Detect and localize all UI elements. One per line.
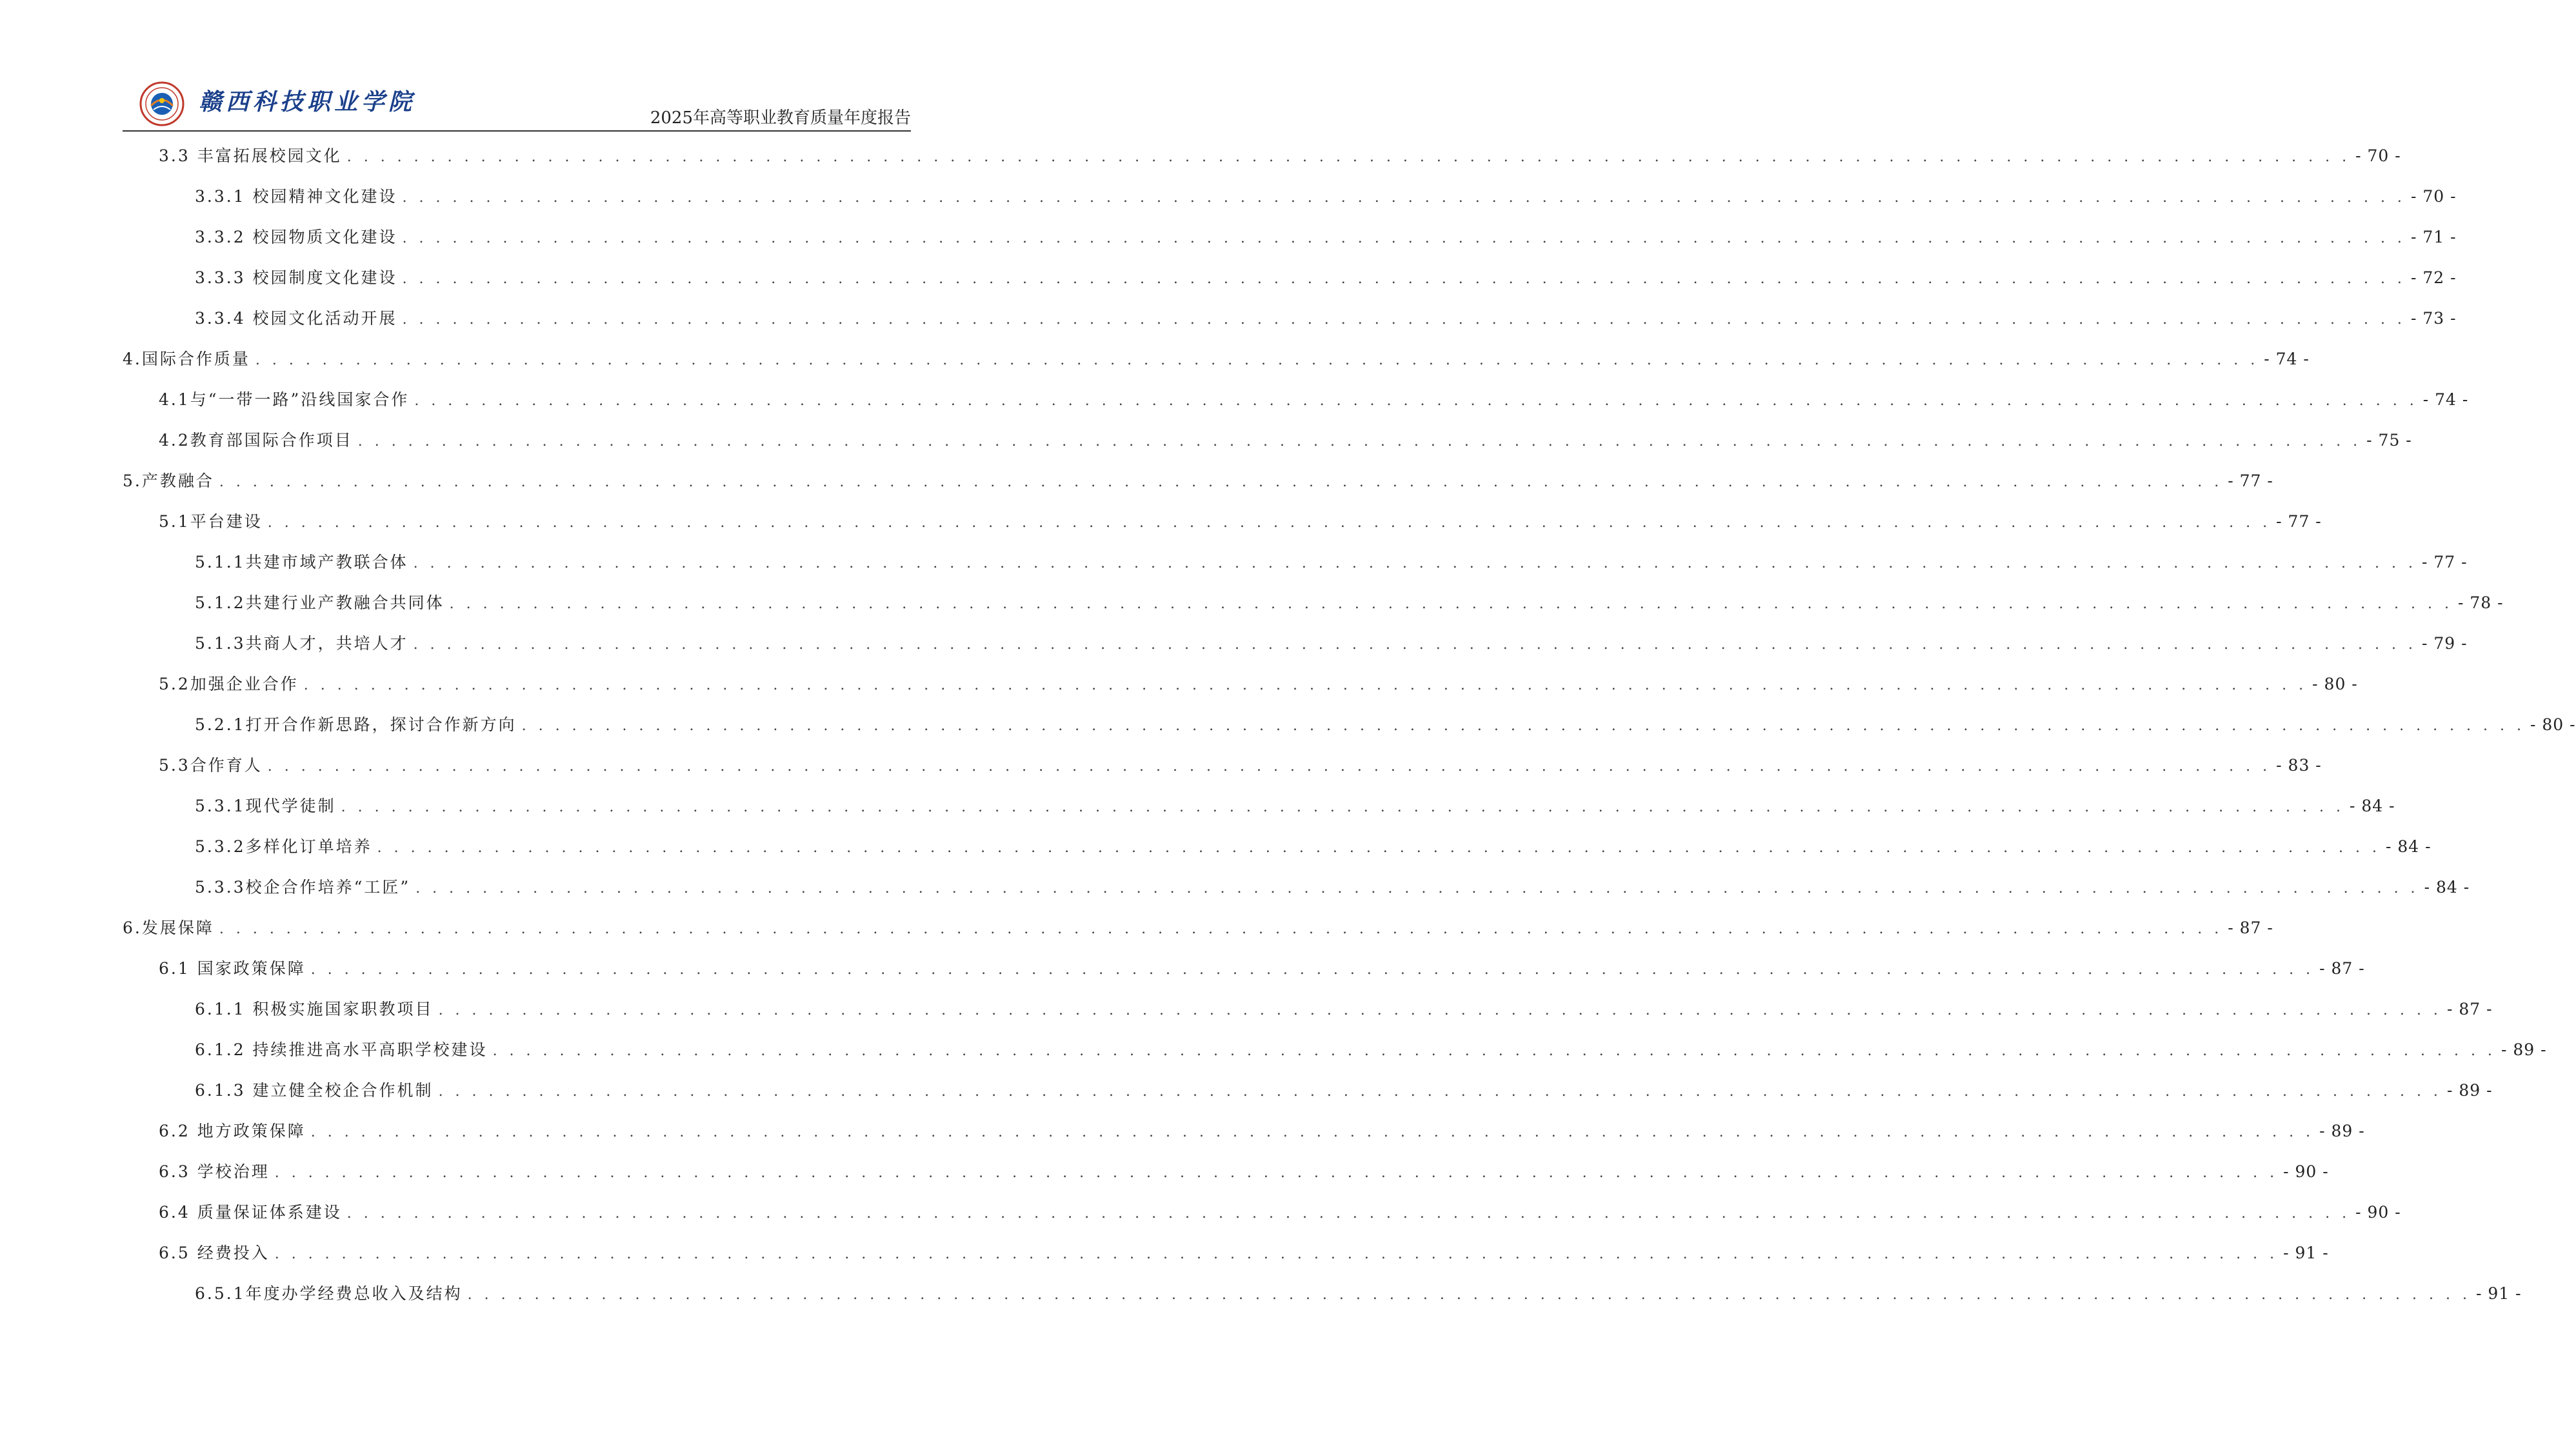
toc-entry[interactable] (123, 1233, 2329, 1273)
toc-dot-leader: . . . . . . . . . . . . . . . . . . . . . . . . . . . . . . . . . . . . . . . . . . . . . . . . . . . . . . . . . . . . . . . . . . . . . . . . . . . . . . . . . . . . . . . . . . . . . . . . . . . . . . . . . . . . . . . . . . . . . . . . (341, 799, 2344, 815)
toc-entry-title: 6.4 质量保证体系建设 (159, 1203, 342, 1222)
toc-entry-title: 6.5 经费投入 (159, 1244, 270, 1262)
toc-dot-leader: . . . . . . . . . . . . . . . . . . . . . . . . . . . . . . . . . . . . . . . . . . . . . . . . . . . . . . . . . . . . . . . . . . . . . . . . . . . . . . . . . . . . . . . . . . . . . . . . . . . . . . . . . . . . . . . . . . . . . . . . (267, 759, 2271, 775)
toc-entry-page: - 89 - (2501, 1040, 2547, 1059)
toc-entry-page: - 87 - (2446, 1000, 2493, 1018)
toc-entry[interactable] (123, 664, 2358, 704)
toc-dot-leader: . . . . . . . . . . . . . . . . . . . . . . . . . . . . . . . . . . . . . . . . . . . . . . . . . . . . . . . . . . . . . . . . . . . . . . . . . . . . . . . . . . . . . . . . . . . . . . . . . . . . . . . . . . . . . . . . . . . . . . . . (219, 474, 2223, 490)
toc-dot-leader: . . . . . . . . . . . . . . . . . . . . . . . . . . . . . . . . . . . . . . . . . . . . . . . . . . . . . . . . . . . . . . . . . . . . . . . . . . . . . . . . . . . . . . . . . . . . . . . . . . . . . . . . . . . . . . . . . . . . . . . . (438, 1002, 2442, 1018)
toc-entry-page: - 74 - (2422, 390, 2469, 409)
toc-dot-leader: . . . . . . . . . . . . . . . . . . . . . . . . . . . . . . . . . . . . . . . . . . . . . . . . . . . . . . . . . . . . . . . . . . . . . . . . . . . . . . . . . . . . . . . . . . . . . . . . . . . . . . . . . . . . . . . . . . . . . . . . (310, 962, 2315, 978)
toc-entry-page: - 90 - (2283, 1162, 2329, 1181)
toc-entry-page: - 91 - (2283, 1244, 2329, 1262)
toc-entry[interactable] (123, 501, 2322, 542)
toc-dot-leader: . . . . . . . . . . . . . . . . . . . . . . . . . . . . . . . . . . . . . . . . . . . . . . . . . . . . . . . . . . . . . . . . . . . . . . . . . . . . . . . . . . . . . . . . . . . . . . . . . . . . . . . . . . . . . . . . . . . . . . . . (274, 1246, 2279, 1262)
toc-entry-page: - 91 - (2476, 1284, 2522, 1303)
toc-entry[interactable] (123, 948, 2365, 989)
page-header (123, 76, 911, 132)
report-title: 2025年高等职业教育质量年度报告 (650, 108, 911, 128)
toc-entry-page: - 77 - (2422, 553, 2468, 571)
toc-entry[interactable] (123, 217, 2457, 257)
toc-dot-leader: . . . . . . . . . . . . . . . . . . . . . . . . . . . . . . . . . . . . . . . . . . . . . . . . . . . . . . . . . . . . . . . . . . . . . . . . . . . . . . . . . . . . . . . . . . . . . . . . . . . . . . . . . . . . . . . . . . . . . . . . (346, 149, 2351, 165)
toc-entry[interactable] (123, 542, 2468, 582)
toc-entry[interactable] (123, 786, 2395, 826)
toc-dot-leader: . . . . . . . . . . . . . . . . . . . . . . . . . . . . . . . . . . . . . . . . . . . . . . . . . . . . . . . . . . . . . . . . . . . . . . . . . . . . . . . . . . . . . . . . . . . . . . . . . . . . . . . . . . . . . . . . . . . . . . . . (402, 190, 2406, 206)
toc-entry-title: 6.发展保障 (123, 918, 214, 937)
toc-entry[interactable] (123, 379, 2469, 420)
toc-dot-leader: . . . . . . . . . . . . . . . . . . . . . . . . . . . . . . . . . . . . . . . . . . . . . . . . . . . . . . . . . . . . . . . . . . . . . . . . . . . . . . . . . . . . . . . . . . . . . . . . . . . . . . . . . . . . . . . . . . . . . . . . (303, 677, 2308, 693)
toc-entry[interactable] (123, 461, 2273, 501)
toc-entry-title: 6.1.3 建立健全校企合作机制 (195, 1081, 434, 1100)
toc-entry-title: 4.1与“一带一路”沿线国家合作 (159, 390, 410, 409)
toc-entry-title: 5.3.2多样化订单培养 (195, 837, 372, 856)
toc-entry-page: - 80 - (2530, 715, 2576, 734)
toc-dot-leader: . . . . . . . . . . . . . . . . . . . . . . . . . . . . . . . . . . . . . . . . . . . . . . . . . . . . . . . . . . . . . . . . . . . . . . . . . . . . . . . . . . . . . . . . . . . . . . . . . . . . . . . . . . . . . . . . . . . . . . . . (402, 271, 2406, 287)
toc-entry-page: - 77 - (2228, 471, 2273, 490)
toc-entry[interactable] (123, 176, 2457, 217)
toc-entry[interactable] (123, 907, 2273, 948)
toc-entry-page: - 77 - (2276, 512, 2322, 531)
toc-dot-leader: . . . . . . . . . . . . . . . . . . . . . . . . . . . . . . . . . . . . . . . . . . . . . . . . . . . . . . . . . . . . . . . . . . . . . . . . . . . . . . . . . . . . . . . . . . . . . . . . . . . . . . . . . . . . . . . . . . . . . . . . (415, 880, 2419, 897)
toc-entry-page: - 89 - (2319, 1122, 2365, 1140)
toc-entry-title: 3.3 丰富拓展校园文化 (159, 146, 342, 165)
toc-dot-leader: . . . . . . . . . . . . . . . . . . . . . . . . . . . . . . . . . . . . . . . . . . . . . . . . . . . . . . . . . . . . . . . . . . . . . . . . . . . . . . . . . . . . . . . . . . . . . . . . . . . . . . . . . . . . . . . . . . . . . . . . (310, 1124, 2315, 1140)
toc-entry-page: - 84 - (2350, 797, 2395, 815)
toc-dot-leader: . . . . . . . . . . . . . . . . . . . . . . . . . . . . . . . . . . . . . . . . . . . . . . . . . . . . . . . . . . . . . . . . . . . . . . . . . . . . . . . . . . . . . . . . . . . . . . . . . . . . . . . . . . . . . . . . . . . . . . . . (413, 637, 2417, 653)
toc-dot-leader: . . . . . . . . . . . . . . . . . . . . . . . . . . . . . . . . . . . . . . . . . . . . . . . . . . . . . . . . . . . . . . . . . . . . . . . . . . . . . . . . . . . . . . . . . . . . . . . . . . . . . . . . . . . . . . . . . . . . . . . . (438, 1084, 2442, 1100)
toc-dot-leader: . . . . . . . . . . . . . . . . . . . . . . . . . . . . . . . . . . . . . . . . . . . . . . . . . . . . . . . . . . . . . . . . . . . . . . . . . . . . . . . . . . . . . . . . . . . . . . . . . . . . . . . . . . . . . . . . . . . . . . . . (414, 393, 2418, 409)
toc-entry-title: 5.3.1现代学徒制 (195, 797, 336, 815)
toc-entry-page: - 89 - (2446, 1081, 2493, 1100)
toc-entry-page: - 75 - (2366, 431, 2412, 450)
toc-entry-title: 3.3.4 校园文化活动开展 (195, 309, 397, 328)
toc-entry-title: 3.3.2 校园物质文化建设 (195, 228, 397, 246)
toc-entry-page: - 90 - (2355, 1203, 2401, 1222)
toc-entry[interactable] (123, 420, 2412, 461)
toc-entry-page: - 87 - (2228, 918, 2273, 937)
toc-entry-page: - 84 - (2424, 878, 2470, 897)
toc-entry[interactable] (123, 1029, 2547, 1070)
toc-dot-leader: . . . . . . . . . . . . . . . . . . . . . . . . . . . . . . . . . . . . . . . . . . . . . . . . . . . . . . . . . . . . . . . . . . . . . . . . . . . . . . . . . . . . . . . . . . . . . . . . . . . . . . . . . . . . . . . . . . . . . . . . (402, 230, 2406, 246)
toc-entry-title: 4.国际合作质量 (123, 350, 250, 368)
toc-entry-page: - 70 - (2355, 146, 2401, 165)
toc-entry-page: - 87 - (2319, 959, 2365, 978)
toc-entry[interactable] (123, 826, 2431, 867)
toc-entry-title: 5.产教融合 (123, 471, 214, 490)
toc-entry[interactable] (123, 704, 2576, 745)
school-name: 赣西科技职业学院 (199, 89, 416, 115)
toc-entry[interactable] (123, 989, 2493, 1029)
toc-dot-leader: . . . . . . . . . . . . . . . . . . . . . . . . . . . . . . . . . . . . . . . . . . . . . . . . . . . . . . . . . . . . . . . . . . . . . . . . . . . . . . . . . . . . . . . . . . . . . . . . . . . . . . . . . . . . . . . . . . . . . . . . (449, 596, 2453, 612)
toc-dot-leader: . . . . . . . . . . . . . . . . . . . . . . . . . . . . . . . . . . . . . . . . . . . . . . . . . . . . . . . . . . . . . . . . . . . . . . . . . . . . . . . . . . . . . . . . . . . . . . . . . . . . . . . . . . . . . . . . . . . . . . . . (492, 1043, 2496, 1059)
toc-entry-title: 5.2加强企业合作 (159, 675, 299, 693)
toc-entry[interactable] (123, 1111, 2365, 1151)
toc-entry-page: - 80 - (2312, 675, 2358, 693)
table-of-contents (123, 135, 2576, 1314)
toc-entry[interactable] (123, 135, 2401, 176)
toc-dot-leader: . . . . . . . . . . . . . . . . . . . . . . . . . . . . . . . . . . . . . . . . . . . . . . . . . . . . . . . . . . . . . . . . . . . . . . . . . . . . . . . . . . . . . . . . . . . . . . . . . . . . . . . . . . . . . . . . . . . . . . . . (467, 1287, 2471, 1303)
toc-entry-page: - 84 - (2386, 837, 2431, 856)
toc-dot-leader: . . . . . . . . . . . . . . . . . . . . . . . . . . . . . . . . . . . . . . . . . . . . . . . . . . . . . . . . . . . . . . . . . . . . . . . . . . . . . . . . . . . . . . . . . . . . . . . . . . . . . . . . . . . . . . . . . . . . . . . . (521, 718, 2525, 734)
toc-entry-title: 5.3.3校企合作培养“工匠” (195, 878, 411, 897)
toc-dot-leader: . . . . . . . . . . . . . . . . . . . . . . . . . . . . . . . . . . . . . . . . . . . . . . . . . . . . . . . . . . . . . . . . . . . . . . . . . . . . . . . . . . . . . . . . . . . . . . . . . . . . . . . . . . . . . . . . . . . . . . . . (377, 840, 2381, 856)
toc-entry[interactable] (123, 298, 2457, 339)
toc-entry[interactable] (123, 867, 2470, 907)
toc-entry-title: 6.2 地方政策保障 (159, 1122, 306, 1140)
toc-entry-title: 6.1.1 积极实施国家职教项目 (195, 1000, 434, 1018)
toc-entry-title: 3.3.3 校园制度文化建设 (195, 268, 397, 287)
toc-dot-leader: . . . . . . . . . . . . . . . . . . . . . . . . . . . . . . . . . . . . . . . . . . . . . . . . . . . . . . . . . . . . . . . . . . . . . . . . . . . . . . . . . . . . . . . . . . . . . . . . . . . . . . . . . . . . . . . . . . . . . . . . (402, 312, 2406, 328)
toc-entry[interactable] (123, 1273, 2522, 1314)
toc-entry[interactable] (123, 582, 2504, 623)
toc-entry-title: 5.1.2共建行业产教融合共同体 (195, 593, 444, 612)
toc-entry-title: 6.3 学校治理 (159, 1162, 270, 1181)
school-emblem-icon (139, 81, 185, 126)
toc-entry[interactable] (123, 1070, 2493, 1111)
toc-entry-page: - 83 - (2276, 756, 2322, 775)
toc-dot-leader: . . . . . . . . . . . . . . . . . . . . . . . . . . . . . . . . . . . . . . . . . . . . . . . . . . . . . . . . . . . . . . . . . . . . . . . . . . . . . . . . . . . . . . . . . . . . . . . . . . . . . . . . . . . . . . . . . . . . . . . . (357, 433, 2362, 450)
toc-dot-leader: . . . . . . . . . . . . . . . . . . . . . . . . . . . . . . . . . . . . . . . . . . . . . . . . . . . . . . . . . . . . . . . . . . . . . . . . . . . . . . . . . . . . . . . . . . . . . . . . . . . . . . . . . . . . . . . . . . . . . . . . (219, 921, 2223, 937)
toc-entry[interactable] (123, 1151, 2329, 1192)
toc-entry[interactable] (123, 623, 2468, 664)
toc-entry-title: 4.2教育部国际合作项目 (159, 431, 353, 450)
toc-entry-page: - 78 - (2458, 593, 2504, 612)
toc-dot-leader: . . . . . . . . . . . . . . . . . . . . . . . . . . . . . . . . . . . . . . . . . . . . . . . . . . . . . . . . . . . . . . . . . . . . . . . . . . . . . . . . . . . . . . . . . . . . . . . . . . . . . . . . . . . . . . . . . . . . . . . . (274, 1165, 2279, 1181)
toc-entry-title: 5.2.1打开合作新思路，探讨合作新方向 (195, 715, 517, 734)
toc-entry-title: 5.1平台建设 (159, 512, 263, 531)
toc-entry-page: - 71 - (2410, 228, 2457, 246)
toc-entry[interactable] (123, 1192, 2401, 1233)
toc-dot-leader: . . . . . . . . . . . . . . . . . . . . . . . . . . . . . . . . . . . . . . . . . . . . . . . . . . . . . . . . . . . . . . . . . . . . . . . . . . . . . . . . . . . . . . . . . . . . . . . . . . . . . . . . . . . . . . . . . . . . . . . . (413, 555, 2417, 571)
toc-entry-page: - 73 - (2410, 309, 2457, 328)
toc-entry-title: 5.1.3共商人才，共培人才 (195, 634, 408, 653)
toc-entry-page: - 79 - (2422, 634, 2468, 653)
toc-entry-title: 6.5.1年度办学经费总收入及结构 (195, 1284, 463, 1303)
toc-entry[interactable] (123, 745, 2322, 786)
toc-dot-leader: . . . . . . . . . . . . . . . . . . . . . . . . . . . . . . . . . . . . . . . . . . . . . . . . . . . . . . . . . . . . . . . . . . . . . . . . . . . . . . . . . . . . . . . . . . . . . . . . . . . . . . . . . . . . . . . . . . . . . . . . (267, 515, 2271, 531)
toc-entry[interactable] (123, 257, 2457, 298)
toc-entry-page: - 72 - (2410, 268, 2457, 287)
toc-entry-page: - 70 - (2410, 187, 2457, 206)
toc-entry-page: - 74 - (2264, 350, 2310, 368)
toc-entry-title: 3.3.1 校园精神文化建设 (195, 187, 397, 206)
school-logo (139, 81, 185, 126)
toc-entry-title: 5.3合作育人 (159, 756, 263, 775)
toc-entry-title: 6.1.2 持续推进高水平高职学校建设 (195, 1040, 488, 1059)
toc-dot-leader: . . . . . . . . . . . . . . . . . . . . . . . . . . . . . . . . . . . . . . . . . . . . . . . . . . . . . . . . . . . . . . . . . . . . . . . . . . . . . . . . . . . . . . . . . . . . . . . . . . . . . . . . . . . . . . . . . . . . . . . . (255, 352, 2259, 368)
toc-entry-title: 5.1.1共建市域产教联合体 (195, 553, 408, 571)
toc-dot-leader: . . . . . . . . . . . . . . . . . . . . . . . . . . . . . . . . . . . . . . . . . . . . . . . . . . . . . . . . . . . . . . . . . . . . . . . . . . . . . . . . . . . . . . . . . . . . . . . . . . . . . . . . . . . . . . . . . . . . . . . . (346, 1205, 2351, 1222)
toc-entry[interactable] (123, 339, 2310, 379)
toc-entry-title: 6.1 国家政策保障 (159, 959, 306, 978)
